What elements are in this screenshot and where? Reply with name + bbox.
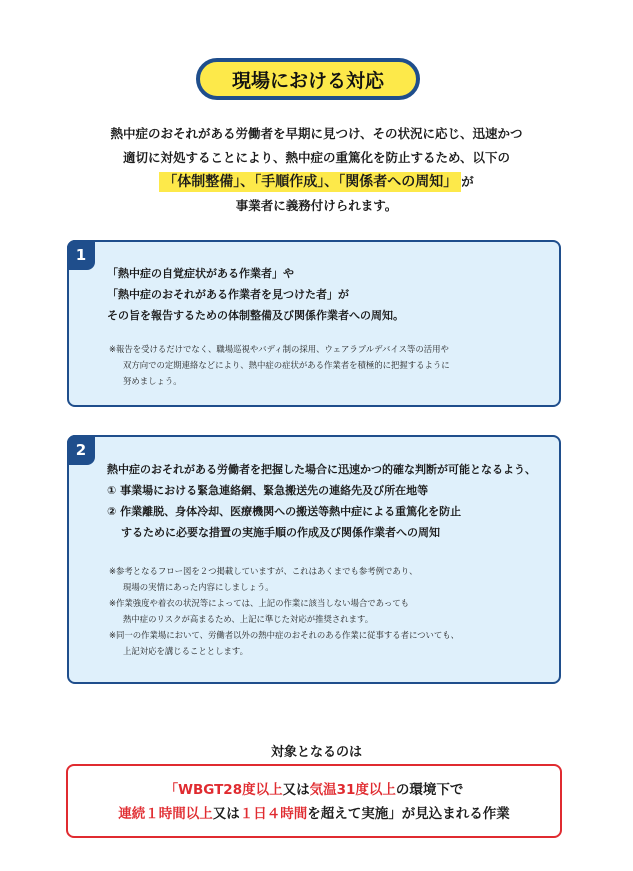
intro-line-1: 熱中症のおそれがある労働者を早期に見つけ、その状況に応じ、迅速かつ	[110, 126, 523, 141]
section-1-line: その旨を報告するための体制整備及び関係作業者への周知。	[107, 309, 404, 322]
section-1-note: ※報告を受けるだけでなく、職場巡視やバディ制の採用、ウェアラブルデバイス等の活用や	[109, 344, 449, 354]
section-2-line: するために必要な措置の実施手順の作成及び関係作業者への周知	[121, 526, 440, 539]
section-2-main	[107, 459, 536, 543]
section-2-box	[67, 435, 561, 684]
section-2-note: 現場の実情にあった内容にしましょう。	[123, 582, 274, 592]
target-expected: を超えて実施」が見込まれる作業	[307, 806, 510, 822]
section-1-line: 「熱中症のおそれがある作業者を見つけた者」が	[107, 288, 349, 301]
section-2-number: 2	[67, 435, 95, 465]
section-2-line: ② 作業離脱、身体冷却、医療機関への搬送等熱中症による重篤化を防止	[107, 505, 462, 518]
intro-line-4: 事業者に義務付けられます。	[235, 198, 398, 213]
section-2-line: 熱中症のおそれがある労働者を把握した場合に迅速かつ的確な判断が可能となるよう、	[107, 463, 536, 476]
section-2-note: ※参考となるフロー図を２つ掲載していますが、これはあくまでも参考例であり、	[109, 566, 418, 576]
section-2-note: 上記対応を講じることとします。	[123, 646, 248, 656]
section-1-box	[67, 240, 561, 407]
target-temp: 気温31度以上	[309, 782, 396, 798]
section-2-notes	[109, 563, 459, 659]
target-quote-open: 「	[164, 782, 179, 798]
target-or-2: 又は	[212, 806, 240, 822]
section-1-note: 双方向での定期連絡などにより、熱中症の症状がある作業者を積極的に把握するように	[123, 360, 450, 370]
target-label: 対象となるのは	[270, 745, 362, 760]
section-1-note: 努めましょう。	[123, 376, 182, 386]
section-2-note: 熱中症のリスクが高まるため、上記に準じた対応が推奨されます。	[123, 614, 374, 624]
target-line-1	[68, 778, 560, 802]
section-1-line: 「熱中症の自覚症状がある作業者」や	[107, 267, 294, 280]
target-continuous: 連続１時間以上	[118, 806, 213, 822]
intro-line-3	[40, 170, 593, 194]
target-line-2	[68, 802, 560, 826]
section-2-note: ※同一の作業場において、労働者以外の熱中症のおそれのある作業に従事する者についても、	[109, 630, 460, 640]
section-1-number: 1	[67, 240, 95, 270]
target-box	[66, 764, 562, 838]
page-title: 現場における対応	[196, 58, 420, 100]
section-1-notes	[109, 341, 450, 389]
target-wbgt: WBGT28度以上	[178, 782, 283, 798]
intro-text	[40, 122, 593, 218]
target-env: の環境下で	[395, 782, 464, 798]
section-1-main	[107, 263, 404, 326]
target-daily: １日４時間	[239, 806, 308, 822]
section-2-line: ① 事業場における緊急連絡網、緊急搬送先の連絡先及び所在地等	[107, 484, 429, 497]
section-2-note: ※作業強度や着衣の状況等によっては、上記の作業に該当しない場合であっても	[109, 598, 410, 608]
intro-line-3-suffix: が	[461, 174, 474, 189]
target-or-1: 又は	[282, 782, 310, 798]
intro-highlight: 「体制整備」、「手順作成」、「関係者への周知」	[159, 172, 461, 192]
intro-line-2: 適切に対処することにより、熱中症の重篤化を防止するため、以下の	[122, 150, 510, 165]
